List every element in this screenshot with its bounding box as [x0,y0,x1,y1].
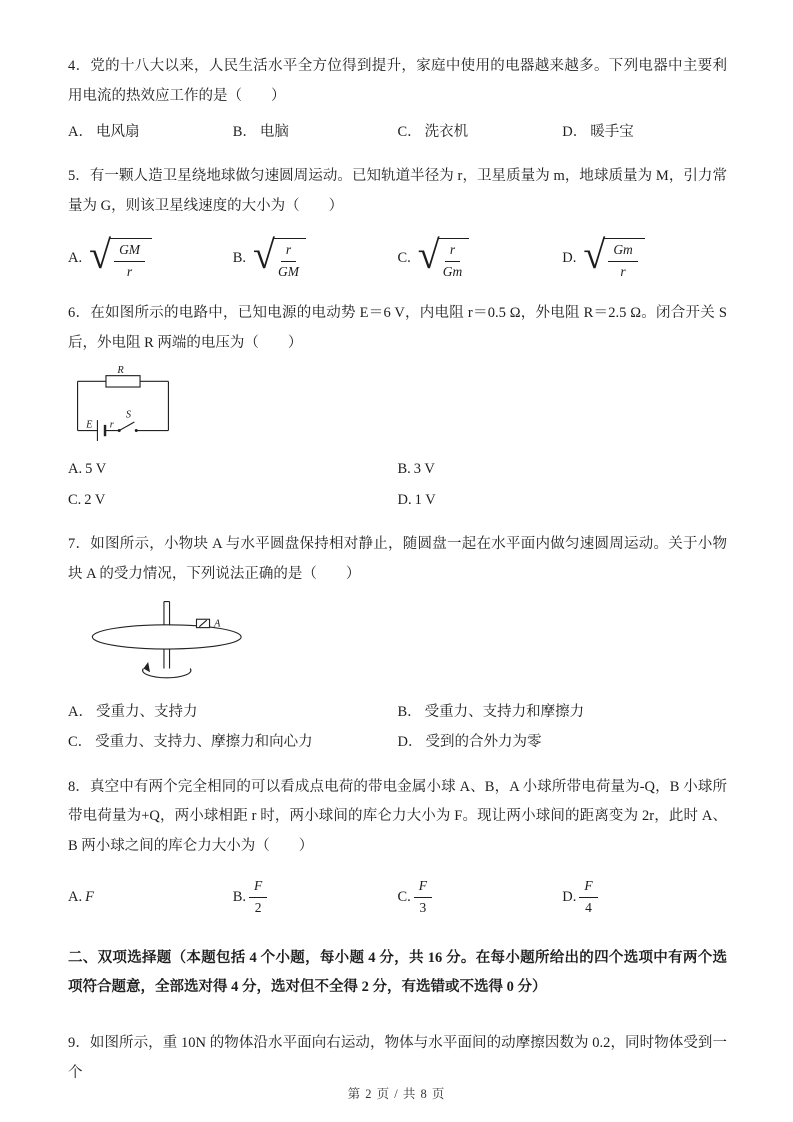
rotation-arrowhead [143,662,150,672]
section-2-heading [68,944,727,1003]
question-8 [68,773,727,924]
fraction: $\frac{Gm}{r}$ [608,242,638,281]
option-c: C. 2 V [68,491,106,508]
option-c: C. $\frac{F}{3}$ [398,878,563,917]
option-b: B. $\frac{F}{2}$ [233,878,398,917]
option-b: B. 3 V [397,461,435,478]
switch-contact [118,429,121,432]
question-5 [68,162,727,283]
question-9-stem: 9．如图所示，重 10N 的物体沿水平面向右运动，物体与水平面间的动摩擦因数为 0.2，同时物体受到一个 [68,1035,727,1081]
option-a: A. √ $\frac{GM}{r}$ [68,235,233,281]
radical-sign: √ [89,232,112,277]
question-6-options [68,454,727,515]
question-7 [68,530,727,757]
switch-contact [135,429,138,432]
label-internal-resistance: r [109,420,114,432]
page-footer [0,1084,793,1102]
option-b: B． 受重力、支持力和摩擦力 [397,703,585,720]
sqrt-expression [253,232,306,281]
question-9 [68,1029,727,1088]
option-d: D． 暖手宝 [562,118,727,147]
fraction: $\frac{r}{Gm}$ [442,242,463,279]
option-c-text: 洗衣机 [424,124,469,141]
option-a: A． 电风扇 [68,118,233,147]
question-8-options [68,872,727,924]
radical-sign: √ [583,232,606,277]
section-2-heading-text: 二、双项选择题（本题包括 4 个小题，每小题 4 分，共 16 分。在每小题所给出的四个选项中有两个选项符合题意，全部选对得 4 分，选对但不全得 2 分，有选错或不选得 0 分） [68,949,727,996]
fraction: $\frac{F}{2}$ [249,878,267,917]
fraction: $\frac{GM}{r}$ [114,242,145,281]
question-4-options [68,118,727,147]
option-a-text: 电风扇 [95,124,140,141]
option-c: C. √ $\frac{r}{Gm}$ [398,235,563,281]
label-switch: S [125,409,132,421]
axle-bottom [164,649,170,669]
label-emf: E [86,420,93,432]
option-b-text: 电脑 [259,124,289,141]
option-d: D． 受到的合外力为零 [397,734,542,751]
switch-blade [119,422,134,431]
option-a-value: F [85,889,94,906]
sqrt-expression [89,232,152,281]
rotating-disk-diagram [70,596,270,689]
resistor-symbol [106,376,140,387]
question-4 [68,52,727,147]
fraction: $\frac{r}{GM}$ [278,242,299,279]
question-6 [68,299,727,515]
question-8-stem: 8．真空中有两个完全相同的可以看成点电荷的带电金属小球 A、B，A 小球所带电荷量为-Q，B 小球所带电荷量为+Q，两小球相距 r 时，两小球间的库仑力大小为 F。现让两小球间的距离变为 2r，此时 A、B 两小球之间的库仑力大小为（ ） [68,778,727,854]
rotation-arrow [143,668,191,677]
question-5-stem: 5．有一颗人造卫星绕地球做匀速圆周运动。已知轨道半径为 r，卫星质量为 m，地球质量为 M，引力常量为 G，则该卫星线速度的大小为（ ） [68,168,727,215]
option-b: B． 电脑 [233,118,398,147]
radical-sign: √ [417,232,440,277]
option-c: C． 洗衣机 [398,118,563,147]
fraction: $\frac{F}{4}$ [579,878,597,917]
axle-top [164,601,170,627]
option-a: A. 5 V [68,461,107,478]
option-d: D. √ $\frac{Gm}{r}$ [562,235,727,281]
question-7-options [68,697,727,758]
sqrt-expression [583,232,644,281]
radical-sign: √ [253,232,275,277]
page-number-text: 第 2 页 / 共 8 页 [347,1087,446,1101]
label-block: A [214,618,221,630]
option-d-text: 暖手宝 [590,124,634,141]
question-7-stem: 7．如图所示，小物块 A 与水平圆盘保持相对静止，随圆盘一起在水平面内做匀速圆周运动。关于小物块 A 的受力情况，下列说法正确的是（ ） [68,536,727,582]
option-d: D. $\frac{F}{4}$ [562,878,727,917]
fraction: $\frac{F}{3}$ [414,878,432,917]
option-d: D. 1 V [397,491,436,508]
circuit-diagram [70,364,176,446]
label-resistor: R [117,365,124,377]
sqrt-expression [417,232,469,281]
question-5-options [68,232,727,284]
option-c: C． 受重力、支持力、摩擦力和向心力 [68,734,313,751]
question-4-stem: 4．党的十八大以来，人民生活水平全方位得到提升，家庭中使用的电器越来越多。下列电器中主要利用电流的热效应工作的是（ ） [68,58,727,104]
option-b: B. √ $\frac{r}{GM}$ [233,235,398,281]
question-6-stem: 6．在如图所示的电路中，已知电源的电动势 E＝6 V，内电阻 r＝0.5 Ω，外电阻 R＝2.5 Ω。闭合开关 S 后，外电阻 R 两端的电压为（ ） [68,304,727,351]
option-a: A． 受重力、支持力 [68,703,198,720]
option-a: A. F [68,889,94,906]
